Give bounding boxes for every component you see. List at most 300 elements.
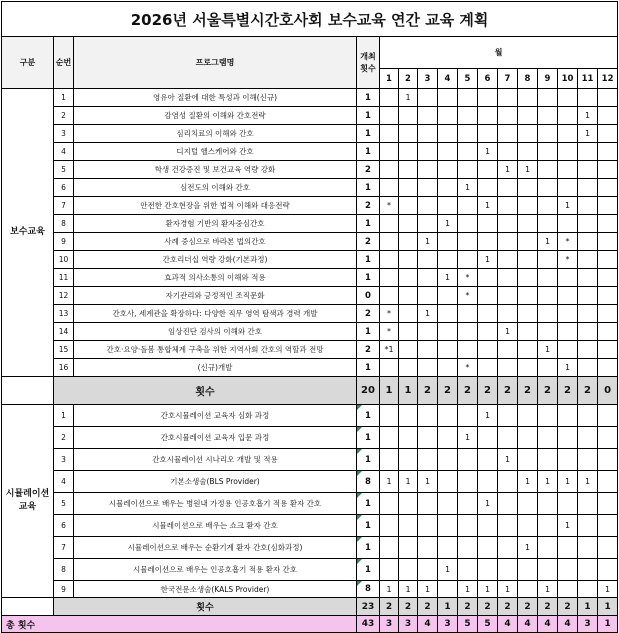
header-program: 프로그램명 xyxy=(74,37,357,89)
month-cell xyxy=(418,559,438,581)
month-cell xyxy=(498,125,518,143)
month-header-3: 3 xyxy=(418,69,438,89)
month-cell xyxy=(438,305,458,323)
program-name: 간호시뮬레이션 교육자 심화 과정 xyxy=(74,405,357,427)
month-cell xyxy=(518,251,538,269)
month-cell xyxy=(518,179,538,197)
table-row xyxy=(2,197,618,215)
month-cell: 1 xyxy=(418,471,438,493)
month-cell xyxy=(418,515,438,537)
month-cell xyxy=(518,143,538,161)
table-row xyxy=(2,471,618,493)
month-cell: 1 xyxy=(558,515,578,537)
month-cell xyxy=(399,251,418,269)
subtotal-month-cell: 2 xyxy=(498,598,518,616)
month-cell xyxy=(598,323,618,341)
month-cell xyxy=(518,305,538,323)
month-cell: * xyxy=(558,251,578,269)
table-row xyxy=(2,515,618,537)
month-cell xyxy=(498,559,518,581)
table-row xyxy=(2,125,618,143)
month-cell xyxy=(598,125,618,143)
subtotal-spacer xyxy=(2,377,54,405)
month-cell: 1 xyxy=(538,581,558,598)
subtotal-month-cell: 2 xyxy=(399,598,418,616)
month-cell xyxy=(399,405,418,427)
month-cell xyxy=(578,287,598,305)
table-row xyxy=(2,493,618,515)
month-cell xyxy=(498,305,518,323)
session-count: 1 xyxy=(357,449,380,471)
month-cell xyxy=(478,233,498,251)
month-cell xyxy=(418,179,438,197)
subtotal-month-cell: 2 xyxy=(418,377,438,405)
month-cell xyxy=(498,107,518,125)
month-cell xyxy=(458,89,478,107)
month-cell xyxy=(458,107,478,125)
program-name: 시뮬레이션으로 배우는 쇼크 환자 간호 xyxy=(74,515,357,537)
month-cell xyxy=(558,581,578,598)
month-cell xyxy=(418,341,438,359)
month-cell xyxy=(399,341,418,359)
month-cell: 1 xyxy=(478,581,498,598)
section-label: 시뮬레이션 교육 xyxy=(2,405,54,598)
subtotal-month-cell: 2 xyxy=(478,377,498,405)
subtotal-month-cell: 2 xyxy=(478,598,498,616)
month-cell xyxy=(498,179,518,197)
month-cell xyxy=(578,215,598,233)
month-cell xyxy=(380,493,399,515)
month-cell xyxy=(478,215,498,233)
month-cell: 1 xyxy=(478,143,498,161)
month-cell xyxy=(578,161,598,179)
month-cell: * xyxy=(380,305,399,323)
table-row xyxy=(2,559,618,581)
month-cell xyxy=(438,427,458,449)
month-cell xyxy=(558,215,578,233)
month-cell: 1 xyxy=(399,581,418,598)
subtotal-month-cell: 2 xyxy=(380,598,399,616)
month-cell xyxy=(578,341,598,359)
row-number: 9 xyxy=(54,581,74,598)
program-name: 감염성 질환의 이해와 간호전략 xyxy=(74,107,357,125)
month-cell xyxy=(399,493,418,515)
header-number: 순번 xyxy=(54,37,74,89)
row-number: 2 xyxy=(54,427,74,449)
month-cell xyxy=(418,215,438,233)
row-number: 8 xyxy=(54,215,74,233)
month-cell xyxy=(498,251,518,269)
grand-total-month-cell: 4 xyxy=(518,616,538,633)
month-cell xyxy=(538,125,558,143)
month-cell xyxy=(498,471,518,493)
month-cell: 1 xyxy=(380,581,399,598)
month-cell xyxy=(458,559,478,581)
month-cell: 1 xyxy=(458,179,478,197)
table-row xyxy=(2,287,618,305)
month-cell xyxy=(538,305,558,323)
month-cell xyxy=(498,143,518,161)
month-cell xyxy=(438,287,458,305)
program-name: 한국전문소생술(KALS Provider) xyxy=(74,581,357,598)
table-row xyxy=(2,581,618,598)
month-cell xyxy=(399,125,418,143)
program-name: 기본소생술(BLS Provider) xyxy=(74,471,357,493)
program-name: 디지털 헬스케어와 간호 xyxy=(74,143,357,161)
month-cell xyxy=(418,143,438,161)
month-cell: 1 xyxy=(518,471,538,493)
table-row xyxy=(2,269,618,287)
program-name: 임상진단 검사의 이해와 간호 xyxy=(74,323,357,341)
month-cell xyxy=(418,359,438,377)
row-number: 1 xyxy=(54,405,74,427)
month-cell xyxy=(578,179,598,197)
month-header-8: 8 xyxy=(518,69,538,89)
month-cell xyxy=(578,359,598,377)
row-number: 7 xyxy=(54,537,74,559)
subtotal-month-cell: 1 xyxy=(380,377,399,405)
month-cell: *1 xyxy=(380,341,399,359)
month-cell xyxy=(478,559,498,581)
table-row xyxy=(2,233,618,251)
session-count: 1 xyxy=(357,89,380,107)
month-cell xyxy=(438,251,458,269)
table-row xyxy=(2,179,618,197)
month-header-9: 9 xyxy=(538,69,558,89)
session-count: 1 xyxy=(357,215,380,233)
subtotal-month-cell: 2 xyxy=(538,598,558,616)
month-cell: 1 xyxy=(578,471,598,493)
month-cell xyxy=(558,161,578,179)
month-cell xyxy=(578,493,598,515)
table-row xyxy=(2,89,618,107)
month-cell xyxy=(438,89,458,107)
program-name: 시뮬레이션으로 배우는 병원내 가정용 인공호흡기 적용 환자 간호 xyxy=(74,493,357,515)
month-cell xyxy=(518,581,538,598)
row-number: 3 xyxy=(54,125,74,143)
month-cell xyxy=(598,493,618,515)
month-cell xyxy=(438,233,458,251)
schedule-table xyxy=(1,1,618,633)
subtotal-month-cell: 2 xyxy=(558,598,578,616)
month-cell xyxy=(538,515,558,537)
table-row xyxy=(2,427,618,449)
month-cell xyxy=(438,143,458,161)
month-cell xyxy=(578,581,598,598)
month-cell xyxy=(518,269,538,287)
session-count: 2 xyxy=(357,161,380,179)
month-cell xyxy=(458,515,478,537)
subtotal-count: 20 xyxy=(357,377,380,405)
month-cell xyxy=(478,515,498,537)
month-cell xyxy=(518,107,538,125)
sheet-title: 2026년 서울특별시간호사회 보수교육 연간 교육 계획 xyxy=(2,2,618,37)
month-cell: 1 xyxy=(418,233,438,251)
row-number: 7 xyxy=(54,197,74,215)
month-cell xyxy=(538,179,558,197)
month-cell xyxy=(538,537,558,559)
month-cell: * xyxy=(458,269,478,287)
month-cell xyxy=(399,233,418,251)
month-cell xyxy=(518,515,538,537)
program-name: 환자경험 기반의 환자중심간호 xyxy=(74,215,357,233)
month-cell xyxy=(458,341,478,359)
month-cell xyxy=(478,179,498,197)
month-cell xyxy=(498,269,518,287)
session-count: 1 xyxy=(357,125,380,143)
month-header-5: 5 xyxy=(458,69,478,89)
month-cell xyxy=(538,143,558,161)
month-cell xyxy=(538,359,558,377)
month-cell xyxy=(598,287,618,305)
month-cell xyxy=(399,161,418,179)
month-cell xyxy=(438,493,458,515)
row-number: 13 xyxy=(54,305,74,323)
month-cell xyxy=(438,581,458,598)
month-header-1: 1 xyxy=(380,69,399,89)
month-cell xyxy=(418,107,438,125)
grand-total-month-cell: 3 xyxy=(578,616,598,633)
month-header-11: 11 xyxy=(578,69,598,89)
table-row xyxy=(2,161,618,179)
month-header-4: 4 xyxy=(438,69,458,89)
grand-total-month-cell: 4 xyxy=(418,616,438,633)
month-cell xyxy=(598,427,618,449)
section-label: 보수교육 xyxy=(2,89,54,377)
month-cell xyxy=(380,427,399,449)
month-cell xyxy=(578,559,598,581)
month-cell xyxy=(418,125,438,143)
month-cell xyxy=(399,559,418,581)
grand-total-month-cell: 4 xyxy=(498,616,518,633)
month-cell xyxy=(458,405,478,427)
month-cell xyxy=(518,341,538,359)
month-cell xyxy=(418,427,438,449)
month-cell xyxy=(458,161,478,179)
month-cell xyxy=(418,287,438,305)
month-cell xyxy=(558,493,578,515)
month-cell xyxy=(578,449,598,471)
program-name: 심전도의 이해와 간호 xyxy=(74,179,357,197)
month-cell xyxy=(418,449,438,471)
month-header-10: 10 xyxy=(558,69,578,89)
month-cell xyxy=(558,323,578,341)
month-cell xyxy=(458,305,478,323)
month-cell: 1 xyxy=(478,197,498,215)
grand-total-month-cell: 3 xyxy=(438,616,458,633)
table-row xyxy=(2,323,618,341)
month-cell xyxy=(518,427,538,449)
month-cell xyxy=(399,537,418,559)
subtotal-row xyxy=(2,598,618,616)
subtotal-month-cell: 1 xyxy=(399,377,418,405)
month-cell xyxy=(399,269,418,287)
session-count: 1 xyxy=(357,143,380,161)
month-cell xyxy=(578,537,598,559)
program-name: 영유아 질환에 대한 특성과 이해(신규) xyxy=(74,89,357,107)
month-cell xyxy=(578,405,598,427)
grand-total-month-cell: 5 xyxy=(478,616,498,633)
month-cell xyxy=(399,143,418,161)
month-cell xyxy=(578,251,598,269)
month-cell xyxy=(438,323,458,341)
month-cell xyxy=(578,515,598,537)
month-cell: 1 xyxy=(478,251,498,269)
program-name: 시뮬레이션으로 배우는 순환기계 환자 간호(심화과정) xyxy=(74,537,357,559)
month-cell: 1 xyxy=(399,471,418,493)
month-cell xyxy=(518,493,538,515)
subtotal-month-cell: 2 xyxy=(578,377,598,405)
month-cell xyxy=(458,215,478,233)
month-cell xyxy=(478,305,498,323)
table-row xyxy=(2,251,618,269)
month-cell xyxy=(478,471,498,493)
subtotal-month-cell: 2 xyxy=(458,598,478,616)
program-name: 안전한 간호현장을 위한 법적 이해와 대응전략 xyxy=(74,197,357,215)
month-cell xyxy=(498,197,518,215)
month-cell xyxy=(438,125,458,143)
month-cell xyxy=(598,215,618,233)
month-cell xyxy=(538,427,558,449)
table-row xyxy=(2,537,618,559)
month-cell xyxy=(518,559,538,581)
month-cell: 1 xyxy=(498,161,518,179)
month-cell xyxy=(478,341,498,359)
row-number: 16 xyxy=(54,359,74,377)
month-cell xyxy=(518,359,538,377)
month-cell xyxy=(478,427,498,449)
month-cell xyxy=(380,537,399,559)
month-cell xyxy=(380,359,399,377)
month-cell: 1 xyxy=(498,323,518,341)
header-category: 구분 xyxy=(2,37,54,89)
grand-total-month-cell: 3 xyxy=(380,616,399,633)
session-count: 2 xyxy=(357,341,380,359)
month-cell xyxy=(380,179,399,197)
session-count: 1 xyxy=(357,515,380,537)
subtotal-month-cell: 2 xyxy=(558,377,578,405)
month-cell xyxy=(558,287,578,305)
month-cell xyxy=(399,305,418,323)
month-cell xyxy=(578,323,598,341)
month-cell xyxy=(380,107,399,125)
month-cell xyxy=(578,143,598,161)
month-cell xyxy=(438,359,458,377)
month-cell xyxy=(380,89,399,107)
month-cell xyxy=(558,89,578,107)
month-cell: 1 xyxy=(578,125,598,143)
month-cell xyxy=(458,125,478,143)
session-count: 1 xyxy=(357,359,380,377)
month-cell xyxy=(558,269,578,287)
month-cell: 1 xyxy=(498,449,518,471)
month-cell: 1 xyxy=(518,161,538,179)
month-cell xyxy=(478,161,498,179)
month-cell xyxy=(458,323,478,341)
month-cell xyxy=(518,125,538,143)
month-cell: 1 xyxy=(558,197,578,215)
month-cell xyxy=(418,161,438,179)
session-count: 2 xyxy=(357,233,380,251)
subtotal-spacer xyxy=(2,598,54,616)
month-cell xyxy=(478,107,498,125)
month-cell xyxy=(538,323,558,341)
month-cell xyxy=(578,427,598,449)
month-cell: 1 xyxy=(538,233,558,251)
month-cell xyxy=(380,215,399,233)
program-name: 간호리더십 역량 강화(기본과정) xyxy=(74,251,357,269)
month-cell xyxy=(418,405,438,427)
month-cell xyxy=(438,197,458,215)
table-row xyxy=(2,143,618,161)
row-number: 11 xyxy=(54,269,74,287)
month-cell xyxy=(558,537,578,559)
table-row xyxy=(2,107,618,125)
grand-total-month-cell: 5 xyxy=(458,616,478,633)
table-row xyxy=(2,305,618,323)
grand-total-count: 43 xyxy=(357,616,380,633)
month-cell xyxy=(558,427,578,449)
row-number: 4 xyxy=(54,471,74,493)
month-cell xyxy=(598,449,618,471)
subtotal-row xyxy=(2,377,618,405)
month-cell xyxy=(418,493,438,515)
session-count: 8 xyxy=(357,471,380,493)
month-cell: 1 xyxy=(478,493,498,515)
month-cell xyxy=(380,449,399,471)
month-cell: 1 xyxy=(438,215,458,233)
month-cell xyxy=(380,405,399,427)
month-cell xyxy=(380,233,399,251)
month-cell xyxy=(518,197,538,215)
subtotal-month-cell: 2 xyxy=(458,377,478,405)
month-cell xyxy=(598,341,618,359)
month-cell xyxy=(438,161,458,179)
program-name: 간호시뮬레이션 시나리오 개발 및 적용 xyxy=(74,449,357,471)
month-cell xyxy=(399,107,418,125)
month-cell: 1 xyxy=(478,405,498,427)
month-cell xyxy=(399,449,418,471)
table-row xyxy=(2,405,618,427)
month-cell xyxy=(458,493,478,515)
month-cell: * xyxy=(458,359,478,377)
row-number: 2 xyxy=(54,107,74,125)
program-name: 학생 건강증진 및 보건교육 역량 강화 xyxy=(74,161,357,179)
row-number: 6 xyxy=(54,179,74,197)
month-cell xyxy=(418,197,438,215)
subtotal-month-cell: 2 xyxy=(538,377,558,405)
month-cell xyxy=(558,449,578,471)
month-header-12: 12 xyxy=(598,69,618,89)
month-cell xyxy=(418,323,438,341)
month-cell xyxy=(558,107,578,125)
month-cell: 1 xyxy=(538,341,558,359)
table-row xyxy=(2,341,618,359)
subtotal-count: 23 xyxy=(357,598,380,616)
subtotal-month-cell: 2 xyxy=(518,377,538,405)
month-cell xyxy=(518,405,538,427)
month-cell: 1 xyxy=(380,471,399,493)
month-cell xyxy=(498,515,518,537)
month-cell xyxy=(538,107,558,125)
month-cell xyxy=(478,287,498,305)
month-cell xyxy=(458,233,478,251)
month-cell xyxy=(578,305,598,323)
month-cell xyxy=(578,89,598,107)
row-number: 1 xyxy=(54,89,74,107)
subtotal-label: 횟수 xyxy=(54,377,357,405)
header-count: 개최 횟수 xyxy=(357,37,380,89)
